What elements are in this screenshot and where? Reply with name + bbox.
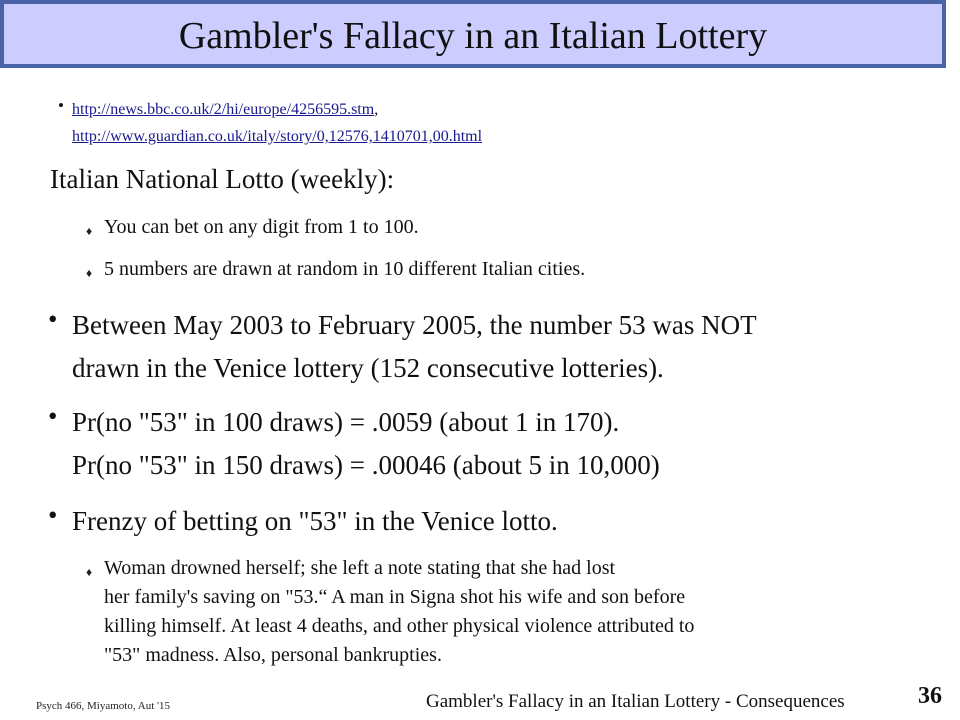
bullet-glyph: • [48,401,58,431]
diamond-icon: ♦ [86,266,93,280]
bullet-venice-line1: Between May 2003 to February 2005, the number 53 was NOT [72,310,757,340]
bullet-probability [72,401,660,487]
footer-course: Psych 466, Miyamoto, Aut '15 [36,700,170,712]
sub-bullet-2: 5 numbers are drawn at random in 10 different Italian cities. [104,258,586,280]
detail-line-1: Woman drowned herself; she left a note stating that she had lost [104,557,616,579]
slide-title: Gambler's Fallacy in an Italian Lottery [178,15,768,57]
guardian-link[interactable]: http://www.guardian.co.uk/italy/story/0,12576,1410701,00.html [72,128,483,145]
bullet-glyph: • [48,304,58,334]
footer-slide-title: Gambler's Fallacy in an Italian Lottery - Consequences [426,691,845,712]
diamond-icon: ♦ [86,565,93,579]
bullet-frenzy: Frenzy of betting on "53" in the Venice lotto. [72,506,558,536]
probability-line1: Pr(no "53" in 100 draws) = .0059 (about 1 in 170). [72,407,620,437]
probability-line2: Pr(no "53" in 150 draws) = .00046 (about 5 in 10,000) [72,450,660,480]
detail-line-2: her family's saving on "53.“ A man in Signa shot his wife and son before [104,586,686,608]
diamond-icon: ♦ [86,224,93,238]
sub-bullet-1: You can bet on any digit from 1 to 100. [104,216,419,238]
link-separator: , [374,101,379,118]
bullet-glyph: • [48,500,58,530]
detail-line-3: killing himself. At least 4 deaths, and other physical violence attributed to [104,615,695,637]
links-bullet: • [58,96,64,115]
bbc-link[interactable]: http://news.bbc.co.uk/2/hi/europe/4256595.stm [72,101,375,118]
detail-line-4: "53" madness. Also, personal bankrupties. [104,644,442,666]
title-banner [0,0,946,68]
bullet-venice-line2: drawn in the Venice lottery (152 consecutive lotteries). [72,353,664,383]
source-links [72,96,482,150]
bullet-venice [72,304,757,390]
page-number: 36 [918,683,942,709]
section-heading: Italian National Lotto (weekly): [50,164,395,194]
